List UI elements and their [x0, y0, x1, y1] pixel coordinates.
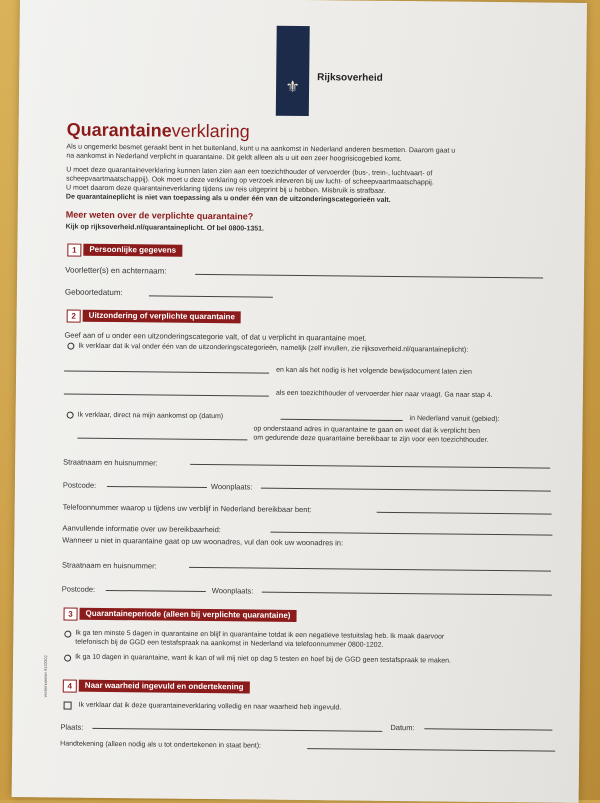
extra-info-label: Aanvullende informatie over uw bereikbaarheid: — [62, 523, 221, 535]
home-postcode-field[interactable] — [106, 590, 206, 592]
quarantine-arrival-text: Ik verklaar, direct na mijn aankomst op (datum) — [77, 411, 224, 421]
five-days-radio[interactable] — [64, 631, 71, 638]
ten-days-option: Ik ga 10 dagen in quarantaine, want ik kan of wil mij niet op dag 5 testen en hoef bij de GGD geen testafspraak te maken. — [75, 653, 452, 665]
phone-label: Telefoonnummer waarop u tijdens uw verblijf in Nederland bereikbaar bent: — [62, 502, 312, 515]
exemption-category-field[interactable] — [64, 371, 269, 374]
arrival-date-field[interactable] — [281, 419, 403, 421]
quarantine-address-text: op onderstaand adres in quarantaine te gaan en weet dat ik verplicht ben om gedurende deze quarantaine bereikbaar te zijn voor een toezichthouder. — [253, 425, 489, 444]
street-label: Straatnaam en huisnummer: — [63, 457, 158, 468]
quarantine-area-text: in Nederland vanuit (gebied): — [409, 415, 500, 424]
brand-name: Rijksoverheid — [317, 72, 383, 84]
truthful-statement: Ik verklaar dat ik deze quarantaineverklaring volledig en naar waarheid heb ingevuld. — [78, 701, 342, 712]
section-1-header: 1 Persoonlijke gegevens — [67, 244, 182, 257]
version-number: versienummer 9133302 — [42, 655, 49, 698]
date-label: Datum: — [390, 722, 415, 733]
exemption-option-text: Ik verklaar dat ik val onder één van de uitzonderingscategorieën, namelijk (zelf invullen, zie rijksoverheid.nl/quarantaineplicht): — [78, 342, 469, 354]
rijksoverheid-logo-bar — [276, 26, 310, 116]
date-field[interactable] — [424, 728, 552, 730]
signature-label: Handtekening (alleen nodig als u tot ondertekenen in staat bent): — [60, 740, 262, 750]
street-field[interactable] — [190, 464, 550, 469]
postcode-label: Postcode: — [62, 480, 97, 490]
name-label: Voorletter(s) en achternaam: — [65, 265, 167, 276]
home-city-field[interactable] — [262, 592, 552, 596]
signature-field[interactable] — [307, 748, 555, 752]
place-label: Plaats: — [60, 722, 84, 732]
crest-icon: ⚜ — [285, 78, 300, 96]
home-street-field[interactable] — [189, 567, 551, 572]
truthful-checkbox[interactable] — [64, 702, 72, 710]
quarantine-radio[interactable] — [67, 412, 74, 419]
dob-field[interactable] — [149, 295, 273, 297]
ten-days-radio[interactable] — [64, 655, 71, 662]
extra-info-field[interactable] — [270, 532, 552, 536]
phone-field[interactable] — [377, 512, 552, 515]
area-field[interactable] — [77, 438, 247, 441]
section-3-header: 3 Quarantaineperiode (alleen bij verplichte quarantaine) — [63, 608, 296, 622]
city-label: Woonplaats: — [210, 482, 253, 492]
intro-paragraph-2: U moet deze quarantaineverklaring kunnen laten zien aan een toezichthouder of vervoerder (bus-, trein-, luchtvaart- of scheepvaartmaatschappij). Ook moet u deze verklaring op verzoek inleveren bij uw lucht- of scheepvaartmaatschappij. U moet daarom deze quarantaineverklaring tijdens uw reis uitgeprint bij u hebben. Misbruik is strafbaar. De quarantaineplicht is niet van toepassing als u onder één van de uitzonderingscategorieën valt. — [65, 166, 434, 204]
five-days-option: Ik ga ten minste 5 dagen in quarantaine en blijf in quarantaine totdat ik een negatieve testuitslag heb. Ik maak daarvoor telefonisch bij de GGD een testafspraak na aankomst in Nederland via telefoonnummer 0800-1202. — [75, 629, 445, 649]
form-paper — [12, 0, 587, 803]
exemption-radio[interactable] — [67, 343, 74, 350]
postcode-field[interactable] — [107, 486, 207, 488]
name-field[interactable] — [195, 274, 543, 279]
page-title: Quarantaineverklaring — [66, 119, 250, 142]
section-2-intro: Geef aan of u onder een uitzonderingscategorie valt, of dat u verplicht in quarantaine moet. — [64, 330, 367, 343]
dob-label: Geboortedatum: — [64, 287, 123, 298]
section-4-header: 4 Naar waarheid ingevuld en ondertekening — [63, 680, 250, 694]
place-field[interactable] — [92, 728, 382, 732]
city-field[interactable] — [261, 488, 551, 492]
intro-paragraph-1: Als u ongemerkt besmet geraakt bent in het buitenland, kunt u na aankomst in Nederland anderen besmetten. Daarom gaat u na aankomst in Nederland verplicht in quarantaine. Dit geldt alleen als u uit een zeer hoogrisicogebied komt. — [66, 143, 456, 164]
home-street-label: Straatnaam en huisnummer: — [62, 560, 157, 571]
section-2-header: 2 Uitzondering of verplichte quarantaine — [67, 310, 241, 324]
home-postcode-label: Postcode: — [61, 584, 96, 594]
more-info-heading: Meer weten over de verplichte quarantaine? — [65, 209, 254, 222]
exemption-doc-text: en kan als het nodig is het volgende bewijsdocument laten zien — [276, 366, 472, 376]
home-city-label: Woonplaats: — [211, 586, 254, 596]
home-address-note: Wanneer u niet in quarantaine gaat op uw woonadres, vul dan ook uw woonadres in: — [62, 535, 344, 548]
more-info-text: Kijk op rijksoverheid.nl/quarantaineplicht. Of bel 0800-1351. — [65, 223, 265, 233]
exemption-inspector-text: als een toezichthouder of vervoerder hier naar vraagt. Ga naar stap 4. — [275, 389, 493, 400]
exemption-document-field[interactable] — [64, 394, 269, 397]
